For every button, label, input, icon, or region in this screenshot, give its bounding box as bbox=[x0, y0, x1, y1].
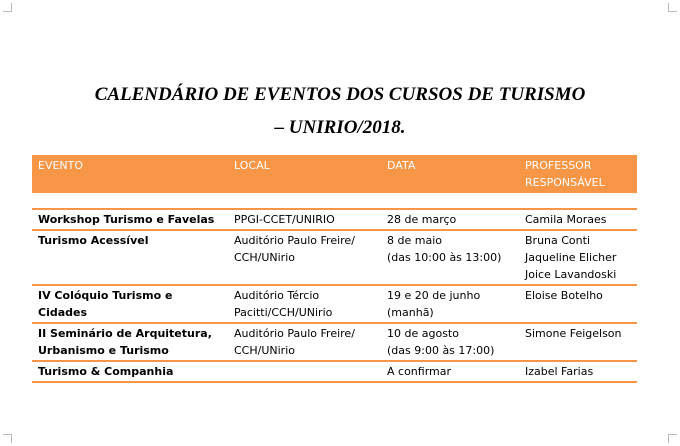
document-subtitle: – UNIRIO/2018. bbox=[274, 117, 406, 138]
page-corner-mark bbox=[668, 434, 677, 443]
local-cell bbox=[228, 323, 381, 361]
cell-line: (das 9:00 às 17:00) bbox=[387, 344, 495, 357]
local-cell bbox=[228, 209, 381, 230]
cell-line: Auditório Paulo Freire/ bbox=[234, 234, 355, 247]
event-cell bbox=[32, 209, 228, 230]
page-corner-mark bbox=[3, 3, 12, 12]
event-cell bbox=[32, 285, 228, 323]
cell-line: 19 e 20 de junho bbox=[387, 289, 481, 302]
table-spacer-row bbox=[32, 193, 637, 209]
cell-line: PPGI-CCET/UNIRIO bbox=[234, 213, 335, 226]
event-cell bbox=[32, 230, 228, 285]
professor-cell bbox=[519, 285, 637, 323]
header-data: DATA bbox=[381, 155, 519, 193]
cell-line: Eloise Botelho bbox=[525, 289, 603, 302]
cell-line: CCH/UNirio bbox=[234, 344, 295, 357]
page-corner-mark bbox=[3, 434, 12, 443]
table-header-row bbox=[32, 155, 637, 193]
cell-line: 8 de maio bbox=[387, 234, 442, 247]
cell-line: A confirmar bbox=[387, 365, 452, 378]
cell-line: Urbanismo e Turismo bbox=[38, 344, 169, 357]
cell-line: Workshop Turismo e Favelas bbox=[38, 213, 215, 226]
cell-line: Simone Feigelson bbox=[525, 327, 622, 340]
cell-line: Turismo & Companhia bbox=[38, 365, 174, 378]
header-local: LOCAL bbox=[228, 155, 381, 193]
header-professor: PROFESSOR RESPONSÁVEL bbox=[519, 155, 637, 193]
date-cell bbox=[381, 361, 519, 382]
professor-cell bbox=[519, 230, 637, 285]
date-cell bbox=[381, 285, 519, 323]
cell-line: Auditório Tércio bbox=[234, 289, 320, 302]
cell-line: IV Colóquio Turismo e Cidades bbox=[38, 289, 173, 319]
table-row bbox=[32, 230, 637, 285]
cell-line: II Seminário de Arquitetura, bbox=[38, 327, 212, 340]
table-row bbox=[32, 361, 637, 382]
table-row bbox=[32, 323, 637, 361]
local-cell bbox=[228, 361, 381, 382]
date-cell bbox=[381, 209, 519, 230]
cell-line: (manhã) bbox=[387, 306, 434, 319]
events-table bbox=[32, 155, 637, 383]
professor-cell bbox=[519, 323, 637, 361]
date-cell bbox=[381, 323, 519, 361]
cell-line: Pacitti/CCH/UNirio bbox=[234, 306, 333, 319]
event-cell bbox=[32, 323, 228, 361]
cell-line: Bruna Conti bbox=[525, 234, 591, 247]
professor-cell bbox=[519, 361, 637, 382]
cell-line: Auditório Paulo Freire/ bbox=[234, 327, 355, 340]
document-title: CALENDÁRIO DE EVENTOS DOS CURSOS DE TURISMO bbox=[94, 84, 586, 105]
cell-line: 10 de agosto bbox=[387, 327, 459, 340]
table-row bbox=[32, 209, 637, 230]
cell-line: Izabel Farias bbox=[525, 365, 594, 378]
spacer-cell bbox=[32, 193, 637, 209]
header-evento: EVENTO bbox=[32, 155, 228, 193]
cell-line: 28 de março bbox=[387, 213, 457, 226]
professor-cell bbox=[519, 209, 637, 230]
page-corner-mark bbox=[668, 3, 677, 12]
cell-line: Turismo Acessível bbox=[38, 234, 149, 247]
cell-line: CCH/UNirio bbox=[234, 251, 295, 264]
cell-line: Jaqueline Elicher bbox=[525, 251, 617, 264]
date-cell bbox=[381, 230, 519, 285]
local-cell bbox=[228, 230, 381, 285]
cell-line: Camila Moraes bbox=[525, 213, 607, 226]
event-cell bbox=[32, 361, 228, 382]
cell-line: (das 10:00 às 13:00) bbox=[387, 251, 502, 264]
cell-line: Joice Lavandoski bbox=[525, 268, 617, 281]
local-cell bbox=[228, 285, 381, 323]
table-row bbox=[32, 285, 637, 323]
